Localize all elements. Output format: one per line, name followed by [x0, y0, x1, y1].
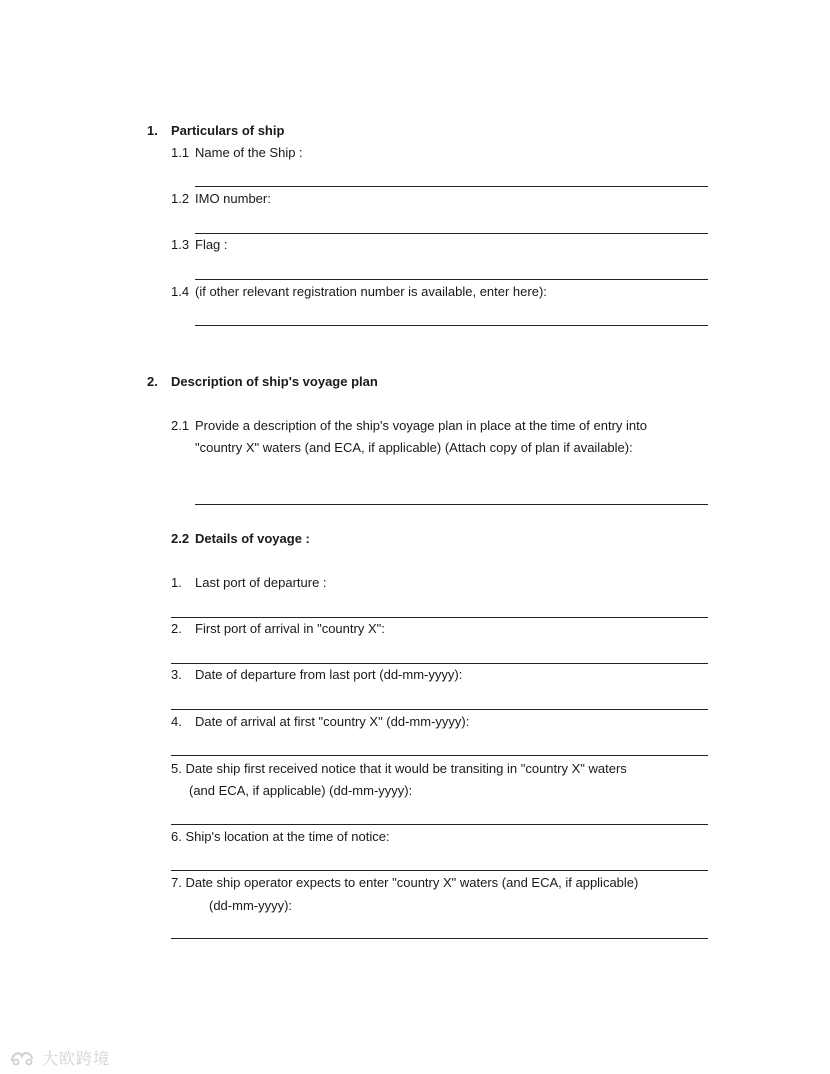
detail-1-number: 1. [171, 575, 182, 590]
detail-3-number: 3. [171, 667, 182, 682]
item-2-2-number: 2.2 [171, 531, 190, 546]
detail-4-number: 4. [171, 714, 182, 729]
item-1-4-label: (if other relevant registration number is available, enter here): [195, 284, 547, 299]
detail-6-label: 6. Ship's location at the time of notice: [171, 829, 390, 844]
item-1-3-number: 1.3 [171, 237, 190, 252]
section-2-number: 2. [147, 374, 158, 389]
first-port-field-line[interactable] [171, 663, 708, 664]
flag-field-line[interactable] [195, 279, 708, 280]
item-1-3-label: Flag : [195, 237, 228, 252]
item-1-2-number: 1.2 [171, 191, 190, 206]
departure-date-field-line[interactable] [171, 709, 708, 710]
detail-1-label: Last port of departure : [195, 575, 327, 590]
detail-7-line-1: 7. Date ship operator expects to enter "country X" waters (and ECA, if applicable) [171, 875, 639, 890]
item-2-1-line-1: Provide a description of the ship's voyage plan in place at the time of entry into [195, 418, 647, 433]
item-1-2-label: IMO number: [195, 191, 271, 206]
detail-2-number: 2. [171, 621, 182, 636]
detail-5-line-2: (and ECA, if applicable) (dd-mm-yyyy): [189, 783, 413, 798]
item-1-1-label: Name of the Ship : [195, 145, 303, 160]
item-1-1-number: 1.1 [171, 145, 190, 160]
expected-entry-date-field-line[interactable] [171, 938, 708, 939]
notice-location-field-line[interactable] [171, 870, 708, 871]
detail-7-line-2: (dd-mm-yyyy): [209, 898, 293, 913]
item-1-4-number: 1.4 [171, 284, 190, 299]
item-2-1-line-2: "country X" waters (and ECA, if applicable) (Attach copy of plan if available): [195, 440, 633, 455]
notice-date-field-line[interactable] [171, 824, 708, 825]
section-1-title: Particulars of ship [171, 123, 285, 138]
section-2-title: Description of ship's voyage plan [171, 374, 378, 389]
ship-name-field-line[interactable] [195, 186, 708, 187]
detail-5-line-1: 5. Date ship first received notice that it would be transiting in "country X" waters [171, 761, 627, 776]
voyage-plan-field-line[interactable] [195, 504, 708, 505]
registration-number-field-line[interactable] [195, 325, 708, 326]
imo-number-field-line[interactable] [195, 233, 708, 234]
watermark-text: 大欧跨境 [42, 1050, 111, 1068]
last-port-field-line[interactable] [171, 617, 708, 618]
arrival-date-field-line[interactable] [171, 755, 708, 756]
section-1-number: 1. [147, 123, 158, 138]
item-2-2-title: Details of voyage : [195, 531, 310, 546]
watermark [8, 1046, 110, 1068]
detail-4-label: Date of arrival at first "country X" (dd-mm-yyyy): [195, 714, 470, 729]
item-2-1-number: 2.1 [171, 418, 190, 433]
watermark-logo-icon [8, 1047, 38, 1067]
detail-2-label: First port of arrival in "country X": [195, 621, 385, 636]
detail-3-label: Date of departure from last port (dd-mm-yyyy): [195, 667, 463, 682]
